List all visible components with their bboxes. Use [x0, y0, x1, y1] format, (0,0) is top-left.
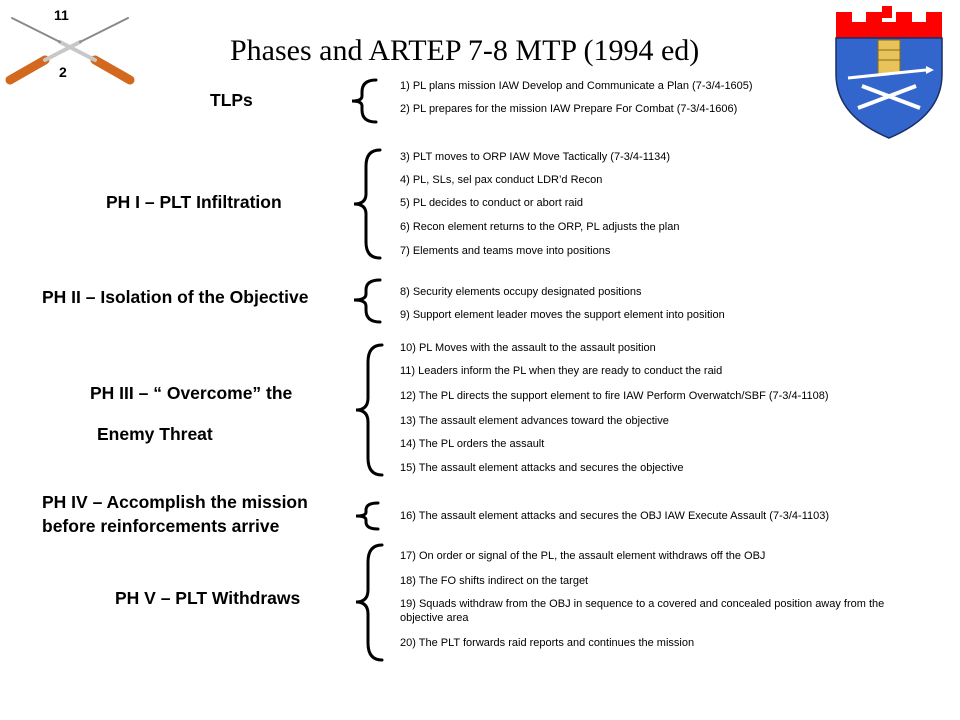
brace-tlps — [352, 80, 376, 122]
step-item: 15) The assault element attacks and secures the objective — [400, 462, 684, 474]
brace-ph2 — [354, 280, 380, 322]
phase-label-ph3-line1: PH III – “ Overcome” the — [90, 383, 293, 403]
phase-label-ph3-line2: Enemy Threat — [97, 424, 213, 444]
step-item: 1) PL plans mission IAW Develop and Communicate a Plan (7-3/4-1605) — [400, 80, 753, 92]
step-item: 6) Recon element returns to the ORP, PL adjusts the plan — [400, 221, 680, 233]
brace-ph4 — [356, 503, 378, 529]
step-item: 2) PL prepares for the mission IAW Prepare For Combat (7-3/4-1606) — [400, 103, 738, 115]
phase-label-ph5: PH V – PLT Withdraws — [115, 588, 301, 608]
regiment-number: 11 — [54, 7, 69, 23]
step-item: 8) Security elements occupy designated positions — [400, 286, 642, 298]
step-item: 14) The PL orders the assault — [400, 438, 545, 450]
step-item: 17) On order or signal of the PL, the assault element withdraws off the OBJ — [400, 550, 766, 562]
step-item: 19) Squads withdraw from the OBJ in sequence to a covered and concealed position away from the objective area — [400, 598, 885, 624]
phase-label-ph1: PH I – PLT Infiltration — [106, 192, 282, 212]
step-item: 16) The assault element attacks and secures the OBJ IAW Execute Assault (7-3/4-1103) — [400, 510, 830, 522]
step-item: 13) The assault element advances toward the objective — [400, 415, 669, 427]
step-item: 4) PL, SLs, sel pax conduct LDR’d Recon — [400, 174, 603, 186]
step-item: 20) The PLT forwards raid reports and continues the mission — [400, 637, 695, 649]
page-title: Phases and ARTEP 7-8 MTP (1994 ed) — [230, 34, 700, 67]
phase-label-ph4-line1: PH IV – Accomplish the mission — [42, 492, 308, 512]
step-item: 18) The FO shifts indirect on the target — [400, 575, 589, 587]
brace-ph3 — [356, 345, 382, 475]
step-item: 5) PL decides to conduct or abort raid — [400, 197, 584, 209]
step-item: 9) Support element leader moves the support element into position — [400, 309, 725, 321]
phase-label-ph2: PH II – Isolation of the Objective — [42, 287, 309, 307]
phase-label-ph4-line2: before reinforcements arrive — [42, 516, 280, 536]
step-item: 10) PL Moves with the assault to the assault position — [400, 342, 656, 354]
brace-ph1 — [354, 150, 380, 258]
step-item: 3) PLT moves to ORP IAW Move Tactically (7-3/4-1134) — [400, 151, 671, 163]
brace-ph5 — [356, 545, 382, 660]
company-number: 2 — [59, 64, 67, 80]
step-item: 7) Elements and teams move into positions — [400, 245, 611, 257]
step-item: 12) The PL directs the support element to fire IAW Perform Overwatch/SBF (7-3/4-1108) — [400, 390, 829, 402]
step-item: 11) Leaders inform the PL when they are ready to conduct the raid — [400, 365, 723, 377]
phase-label-tlps: TLPs — [210, 90, 253, 110]
